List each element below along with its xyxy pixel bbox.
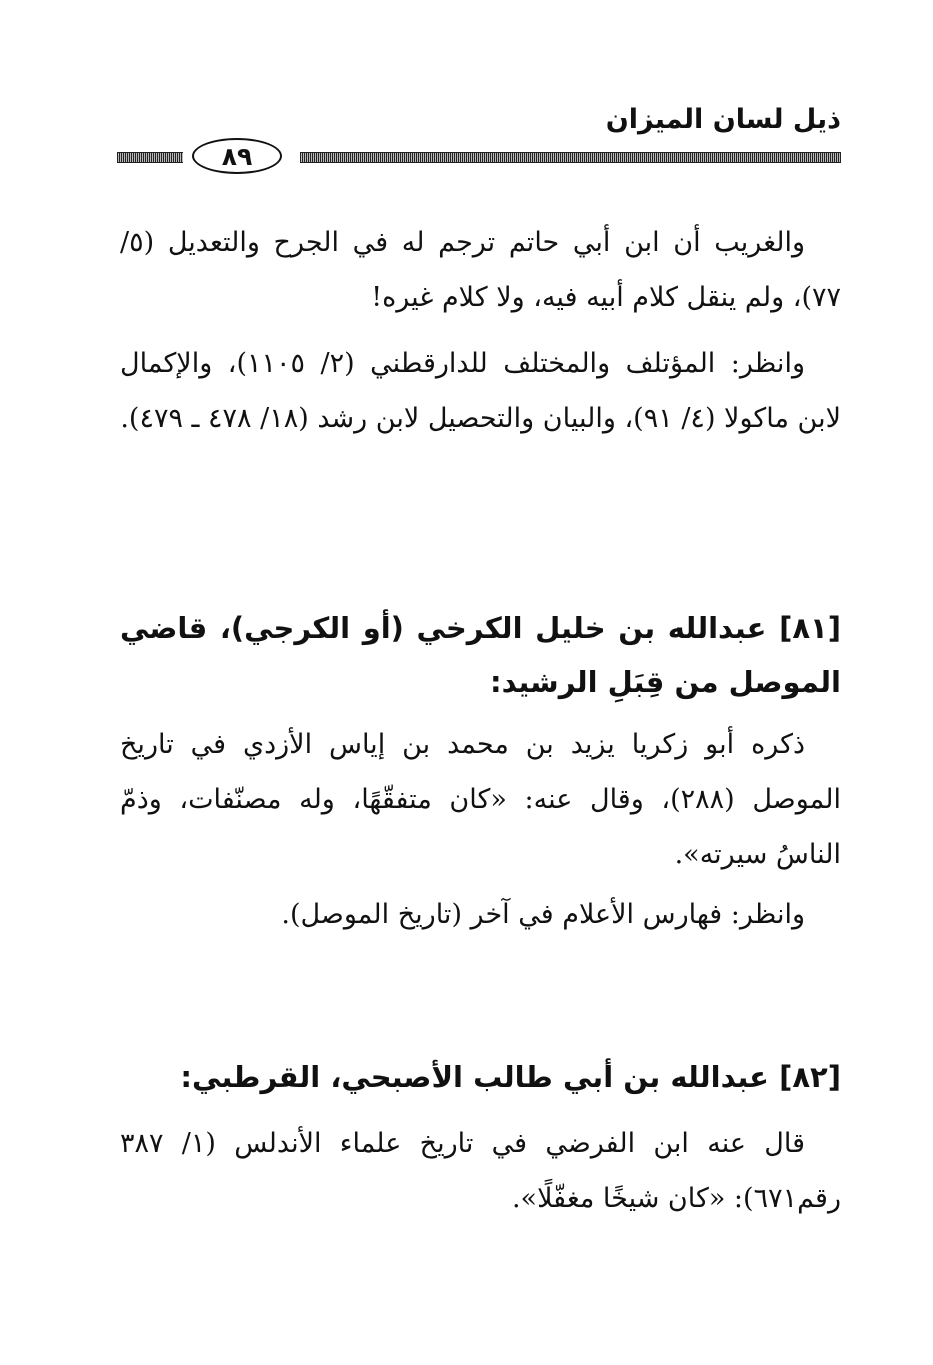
entry-81-see-also	[120, 887, 841, 942]
paragraph: ذكره أبو زكريا يزيد بن محمد بن إياس الأزدي في تاريخ الموصل (٢٨٨)، وقال عنه: «كان متفقّهًا، وله مصنّفات، وذمّ الناسُ سيرته».	[120, 729, 842, 870]
entry-heading: [٨١] عبدالله بن خليل الكرخي (أو الكرجي)، قاضي الموصل من قِبَلِ الرشيد:	[120, 611, 841, 699]
header-rule-right	[300, 152, 841, 163]
paragraph: قال عنه ابن الفرضي في تاريخ علماء الأندلس (١/ ٣٨٧ رقم٦٧١): «كان شيخًا مغفّلًا».	[120, 1128, 841, 1214]
entry-81	[120, 601, 841, 709]
paragraph: وانظر: فهارس الأعلام في آخر (تاريخ الموصل).	[281, 899, 805, 930]
entry-81-body	[120, 717, 841, 882]
paragraph: وانظر: المؤتلف والمختلف للدارقطني (٢/ ١١٠٥)، والإكمال لابن ماكولا (٤/ ٩١)، والبيان والتحصيل لابن رشد (١٨/ ٤٧٨ ـ ٤٧٩).	[120, 348, 841, 434]
entry-82-body	[120, 1116, 841, 1226]
text-block-references	[120, 336, 841, 446]
entry-heading: [٨٢] عبدالله بن أبي طالب الأصبحي، القرطبي:	[180, 1060, 841, 1094]
book-title: ذيل لسان الميزان	[605, 104, 841, 135]
entry-82	[120, 1050, 841, 1104]
page-number: ٨٩	[192, 138, 282, 174]
paragraph: والغريب أن ابن أبي حاتم ترجم له في الجرح والتعديل (٥/ ٧٧)، ولم ينقل كلام أبيه فيه، ولا كلام غيره!	[120, 227, 841, 313]
header-rule-left	[117, 152, 183, 163]
text-block-intro	[120, 215, 841, 325]
